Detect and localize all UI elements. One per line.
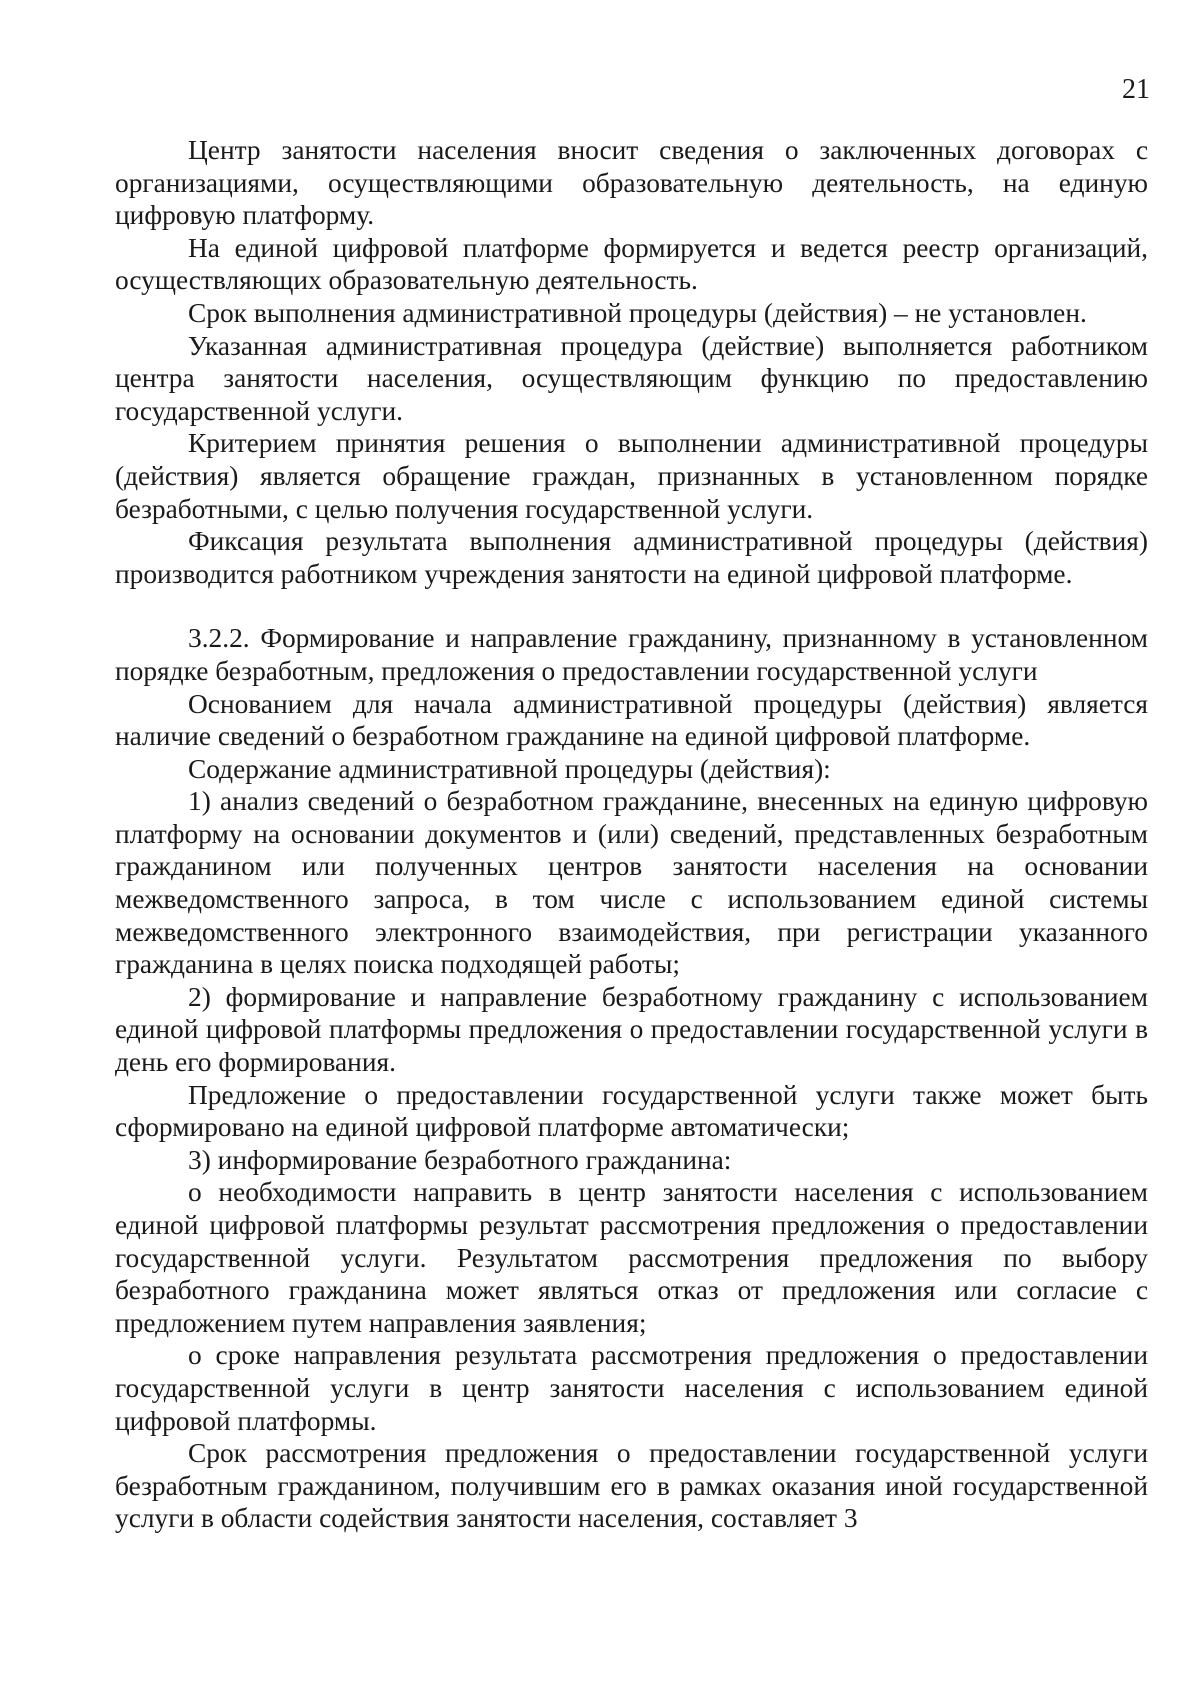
document-body (115, 134, 1148, 1535)
page-number: 21 (1122, 74, 1150, 105)
list-item: 3) информирование безработного гражданина: (188, 1144, 732, 1175)
paragraph: о необходимости направить в центр занятости населения с использованием единой цифровой платформы результат рассмотрения предложения о предоставлении государственной услуги. Результатом рассмотрения предложения по выбору безработного гражданина может являться отказ от предложения или согласие с предложением путем направления заявления; (115, 1177, 1148, 1338)
list-item: 1) анализ сведений о безработном гражданине, внесенных на единую цифровую платформу на основании документов и (или) сведений, представленных безработным гражданином или полученных центров занятости населения на основании межведомственного запроса, в том числе с использованием единой системы межведомственного электронного взаимодействия, при регистрации указанного гражданина в целях поиска подходящей работы; (115, 786, 1148, 980)
paragraph: Фиксация результата выполнения административной процедуры (действия) производится работником учреждения занятости на единой цифровой платформе. (115, 526, 1148, 589)
paragraph: о сроке направления результата рассмотрения предложения о предоставлении государственной услуги в центр занятости населения с использованием единой цифровой платформы. (115, 1340, 1148, 1436)
paragraph: Критерием принятия решения о выполнении административной процедуры (действия) является обращение граждан, признанных в установленном порядке безработными, с целью получения государственной услуги. (115, 428, 1148, 524)
paragraph: Указанная административная процедура (действие) выполняется работником центра занятости населения, осуществляющим функцию по предоставлению государственной услуги. (115, 330, 1148, 426)
paragraph: На единой цифровой платформе формируется и ведется реестр организаций, осуществляющих образовательную деятельность. (115, 232, 1148, 296)
paragraph: Срок выполнения административной процедуры (действия) – не установлен. (188, 297, 1087, 328)
paragraph: Предложение о предоставлении государственной услуги также может быть сформировано на единой цифровой платформе автоматически; (115, 1079, 1148, 1143)
paragraph: Содержание административной процедуры (действия): (188, 753, 831, 784)
list-item: 2) формирование и направление безработному гражданину с использованием единой цифровой платформы предложения о предоставлении государственной услуги в день его формирования. (115, 981, 1148, 1078)
paragraph: Основанием для начала административной процедуры (действия) является наличие сведений о безработном гражданине на единой цифровой платформе. (115, 688, 1148, 752)
paragraph: Срок рассмотрения предложения о предоставлении государственной услуги безработным гражданином, получившим его в рамках оказания иной государственной услуги в области содействия занятости населения, составляет 3 (115, 1438, 1148, 1534)
paragraph: Центр занятости населения вносит сведения о заключенных договорах с организациями, осуществляющими образовательную деятельность, на единую цифровую платформу. (115, 135, 1148, 231)
section-heading: 3.2.2. Формирование и направление гражданину, признанному в установленном порядке безработным, предложения о предоставлении государственной услуги (115, 623, 1148, 686)
